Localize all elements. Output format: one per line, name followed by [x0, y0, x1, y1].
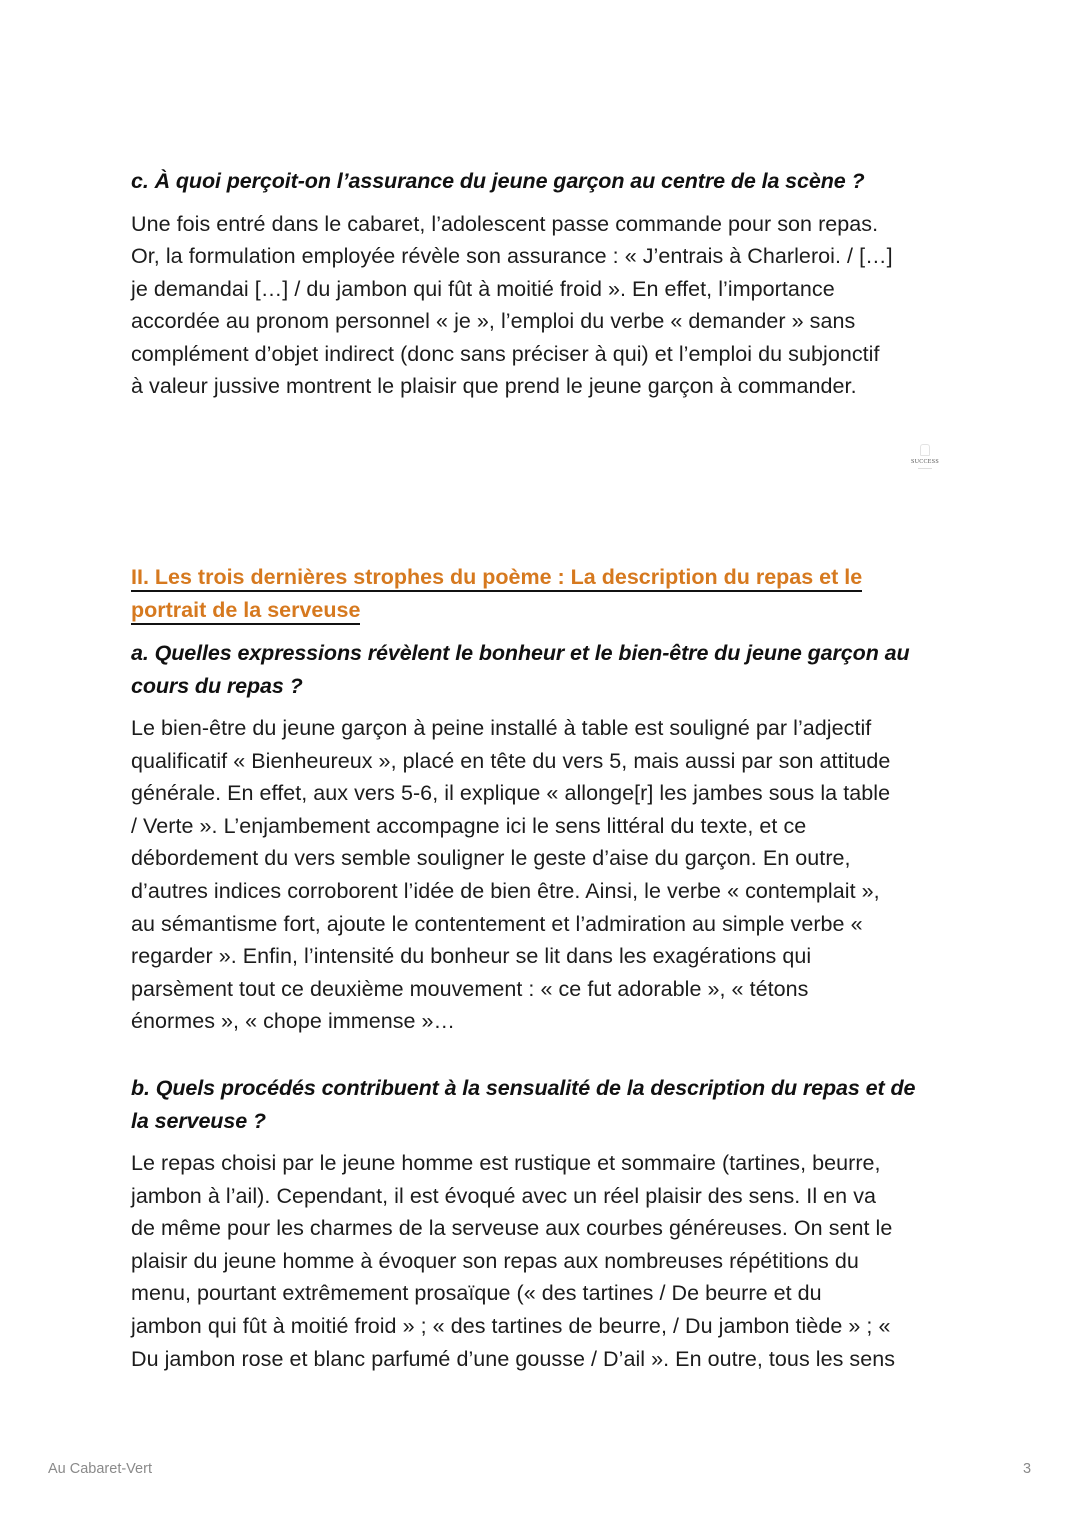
answer-b-line: jambon qui fût à moitié froid » ; « des tartines de beurre, / Du jambon tiède » ; «	[131, 1313, 891, 1338]
logo-text: SUCCESS	[910, 459, 940, 465]
answer-c-line: Une fois entré dans le cabaret, l’adolescent passe commande pour son repas.	[131, 211, 879, 236]
section-heading-text: portrait de la serveuse	[131, 598, 360, 625]
answer-c-line: Or, la formulation employée révèle son assurance : « J’entrais à Charleroi. / […]	[131, 244, 893, 269]
section-heading-line	[131, 561, 961, 594]
answer-a-line: qualificatif « Bienheureux », placé en tête du vers 5, mais aussi par son attitude	[131, 748, 891, 773]
success-logo	[905, 444, 945, 474]
answer-a-line: débordement du vers semble souligner le geste d’aise du garçon. En outre,	[131, 846, 851, 871]
answer-b-line: menu, pourtant extrêmement prosaïque (« des tartines / De beurre et du	[131, 1281, 822, 1306]
answer-a-line: au sémantisme fort, ajoute le contentement et l’admiration au simple verbe «	[131, 911, 863, 936]
answer-b-line: plaisir du jeune homme à évoquer son repas aux nombreuses répétitions du	[131, 1248, 859, 1273]
question-a: cours du repas ?	[131, 673, 303, 698]
answer-a-line: générale. En effet, aux vers 5-6, il explique « allonge[r] les jambes sous la table	[131, 781, 891, 806]
footer-page-number: 3	[1023, 1461, 1032, 1477]
answer-c-line: complément d’objet indirect (donc sans préciser à qui) et l’emploi du subjonctif	[131, 341, 880, 366]
footer-document-title: Au Cabaret-Vert	[48, 1461, 152, 1477]
answer-a-line: d’autres indices corroborent l’idée de bien être. Ainsi, le verbe « contemplait »,	[131, 878, 880, 903]
answer-c-line: je demandai […] / du jambon qui fût à moitié froid ». En effet, l’importance	[131, 276, 835, 301]
part-two-heading	[131, 561, 961, 626]
section-c	[131, 165, 961, 403]
answer-c-line: à valeur jussive montrent le plaisir que prend le jeune garçon à commander.	[131, 374, 857, 399]
question-a: a. Quelles expressions révèlent le bonheur et le bien-être du jeune garçon au	[131, 641, 910, 665]
question-b: la serveuse ?	[131, 1108, 266, 1133]
answer-b-line: Du jambon rose et blanc parfumé d’une gousse / D’ail ». En outre, tous les sens	[131, 1346, 896, 1371]
section-a	[131, 637, 961, 1038]
answer-b-line: de même pour les charmes de la serveuse aux courbes généreuses. On sent le	[131, 1216, 893, 1241]
answer-b-line: jambon à l’ail). Cependant, il est évoqué avec un réel plaisir des sens. Il en va	[131, 1183, 877, 1208]
answer-a-line: parsèment tout ce deuxième mouvement : « ce fut adorable », « tétons	[131, 976, 809, 1001]
answer-a-line: regarder ». Enfin, l’intensité du bonheur se lit dans les exagérations qui	[131, 944, 812, 969]
answer-c-line: accordée au pronom personnel « je », l’emploi du verbe « demander » sans	[131, 309, 856, 334]
answer-a-line: Le bien-être du jeune garçon à peine installé à table est souligné par l’adjectif	[131, 716, 872, 740]
answer-a-line: énormes », « chope immense »…	[131, 1009, 456, 1034]
section-heading-text: II. Les trois dernières strophes du poème : La description du repas et le	[131, 565, 862, 592]
answer-a-line: / Verte ». L’enjambement accompagne ici le sens littéral du texte, et ce	[131, 813, 807, 838]
section-heading-line	[131, 594, 961, 627]
logo-underline	[918, 468, 932, 469]
section-b	[131, 1072, 961, 1375]
answer-b-line: Le repas choisi par le jeune homme est rustique et sommaire (tartines, beurre,	[131, 1151, 881, 1175]
question-b: b. Quels procédés contribuent à la sensualité de la description du repas et de	[131, 1076, 916, 1100]
logo-emblem-icon	[920, 444, 930, 456]
question-c: c. À quoi perçoit-on l’assurance du jeune garçon au centre de la scène ?	[131, 169, 865, 193]
